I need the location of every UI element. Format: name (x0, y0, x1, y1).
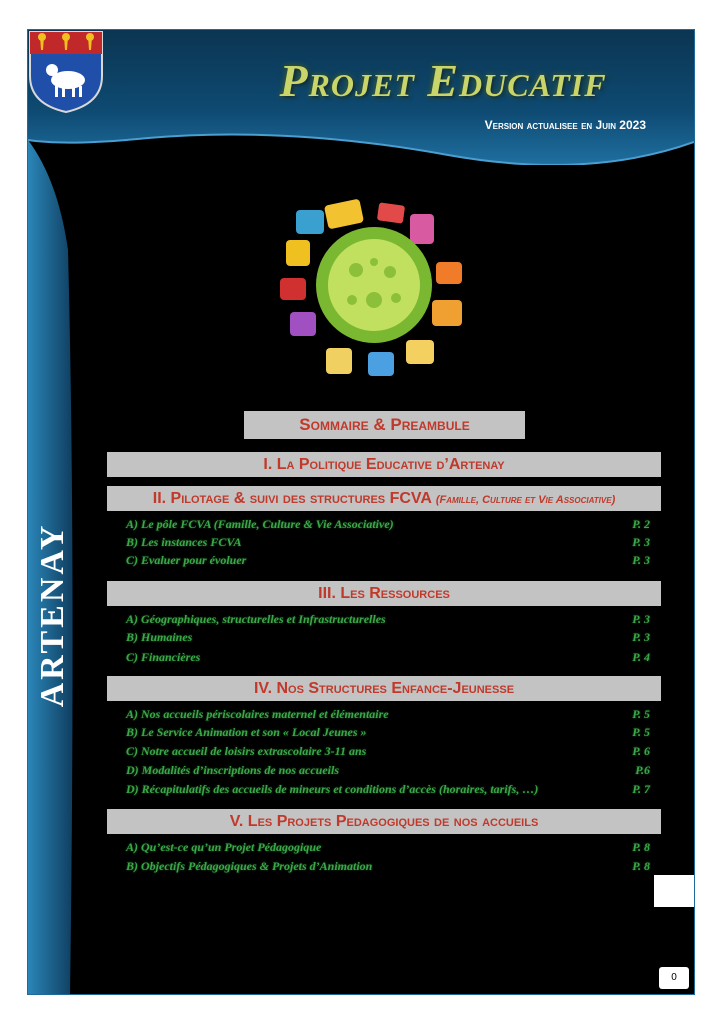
toc-item-page: P.6 (635, 763, 650, 777)
toc-item-label: A) Géographiques, structurelles et Infrastructurelles (126, 612, 386, 626)
document-title: Projet Educatif (279, 55, 607, 106)
toc-item-label: B) Les instances FCVA (126, 535, 242, 549)
section-heading-2 (107, 486, 661, 511)
document-page (27, 29, 695, 995)
summary-title-bar: Sommaire & Preambule (244, 411, 525, 439)
toc-item-page: P. 6 (632, 744, 650, 758)
toc-item-page: P. 2 (632, 517, 650, 531)
toc-item-page: P. 5 (632, 725, 650, 739)
toc-item-label: C) Financières (126, 650, 201, 664)
children-globe-illustration (256, 182, 492, 388)
toc-item-label: A) Qu’est-ce qu’un Projet Pédagogique (126, 840, 322, 854)
sidebar-band (28, 140, 78, 995)
toc-item-page: P. 3 (632, 535, 650, 549)
toc-item-label: B) Le Service Animation et son « Local Jeunes » (126, 725, 367, 739)
toc-item-label: B) Objectifs Pédagogiques & Projets d’Animation (126, 859, 373, 873)
toc-item-label: D) Modalités d’inscriptions de nos accueils (126, 763, 340, 777)
toc-item-page: P. 3 (632, 630, 650, 644)
section-3-title: III. Les Ressources (318, 585, 450, 602)
section-4-title: IV. Nos Structures Enfance-Jeunesse (253, 680, 515, 697)
toc-item-page: P. 5 (632, 707, 650, 721)
section-1-title: I. La Politique Educative d’Artenay (263, 456, 505, 473)
section-2-subtitle: (Famille, Culture et Vie Associative) (435, 494, 616, 506)
toc-item-label: A) Nos accueils périscolaires maternel et élémentaire (126, 707, 389, 721)
toc-item-page: P. 8 (632, 859, 650, 873)
section-heading-1 (107, 452, 661, 477)
toc-item-label: B) Humaines (126, 630, 193, 644)
section-heading-4 (107, 676, 661, 701)
toc-item-page: P. 7 (632, 782, 650, 796)
section-heading-3 (107, 581, 661, 606)
toc-item-page: P. 8 (632, 840, 650, 854)
toc-item-label: C) Evaluer pour évoluer (126, 553, 247, 567)
toc-item-page: P. 3 (632, 553, 650, 567)
section-5-title: V. Les Projets Pedagogiques de nos accueils (229, 813, 539, 830)
toc-item-label: A) Le pôle FCVA (Famille, Culture & Vie Associative) (126, 517, 394, 531)
toc-item-label: D) Récapitulatifs des accueils de mineurs et conditions d’accès (horaires, tarifs, …) (126, 782, 539, 796)
toc-item-label: C) Notre accueil de loisirs extrascolaire 3-11 ans (126, 744, 367, 758)
vertical-town-name: ARTENAY (34, 522, 71, 708)
page-number: 0 (659, 967, 689, 989)
section-2-title: II. Pilotage & suivi des structures FCVA (152, 490, 432, 507)
section-heading-5 (107, 809, 661, 834)
blank-box (654, 875, 694, 907)
toc-item-page: P. 3 (632, 612, 650, 626)
version-label: Version actualisee en Juin 2023 (484, 118, 646, 132)
toc-item-page: P. 4 (632, 650, 650, 664)
header-banner (28, 30, 694, 165)
coat-of-arms-logo (28, 30, 104, 114)
